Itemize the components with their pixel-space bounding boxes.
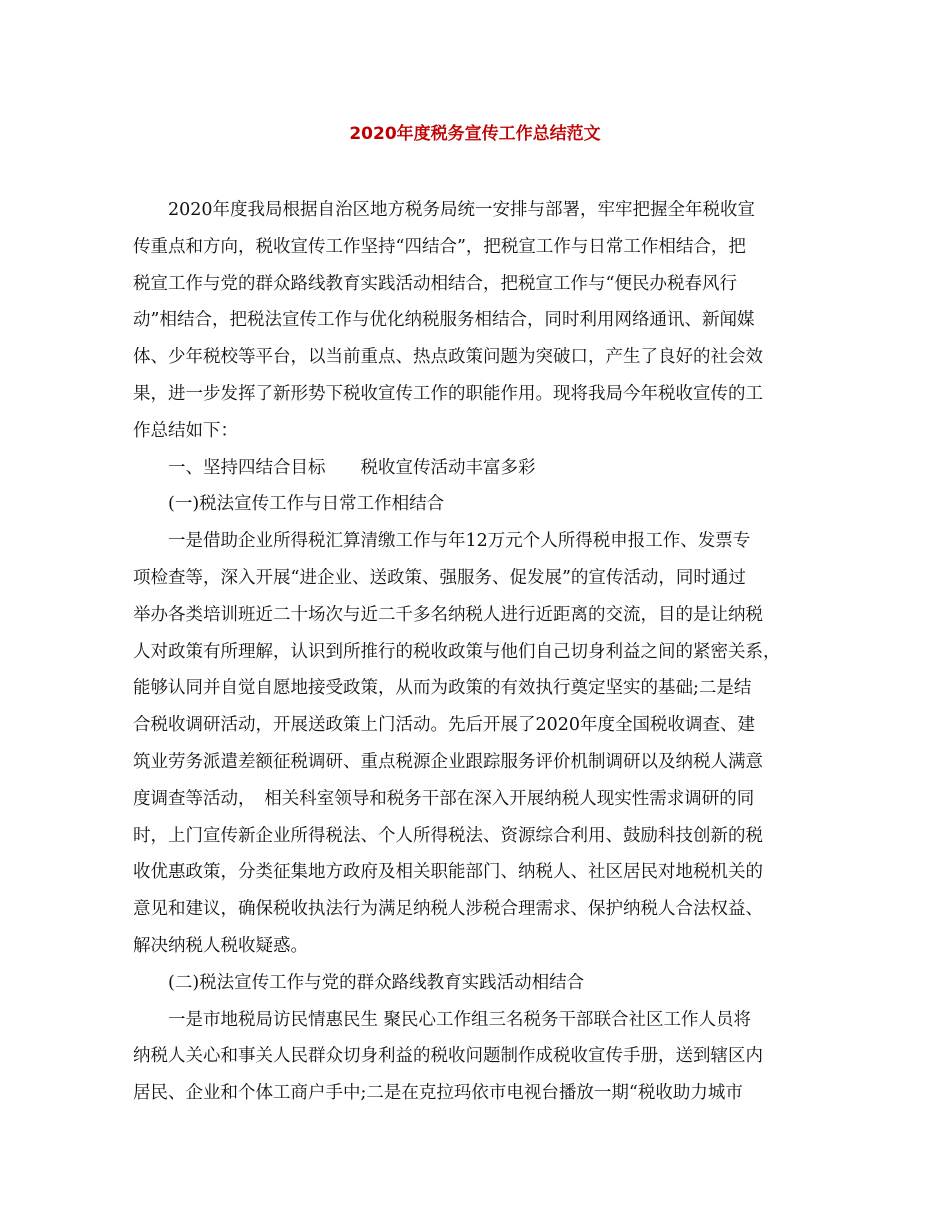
- text-line: 居民、企业和个体工商户手中;二是在克拉玛依市电视台播放一期“税收助力城市: [133, 1083, 743, 1104]
- text-line: 意见和建议，确保税收执法行为满足纳税人涉税合理需求、保护纳税人合法权益、: [133, 899, 763, 920]
- text-line: 能够认同并自觉自愿地接受政策，从而为政策的有效执行奠定坚实的基础;二是结: [133, 678, 752, 699]
- text-line: 合税收调研活动，开展送政策上门活动。先后开展了2020年度全国税收调查、建: [133, 715, 756, 736]
- text-line: 收优惠政策，分类征集地方政府及相关职能部门、纳税人、社区居民对地税机关的: [133, 862, 763, 883]
- text-line: 果，进一步发挥了新形势下税收宣传工作的职能作用。现将我局今年税收宣传的工: [133, 383, 763, 404]
- text-line: 度调查等活动， 相关科室领导和税务干部在深入开展纳税人现实性需求调研的同: [133, 788, 755, 809]
- text-line: 一是借助企业所得税汇算清缴工作与年12万元个人所得税申报工作、发票专: [133, 531, 751, 552]
- text-line: 体、少年税校等平台，以当前重点、热点政策问题为突破口，产生了良好的社会效: [133, 347, 763, 368]
- text-line: 一是市地税局访民情惠民生 聚民心工作组三名税务干部联合社区工作人员将: [133, 1009, 752, 1030]
- text-line: 税宣工作与党的群众路线教育实践活动相结合，把税宣工作与“便民办税春风行: [133, 273, 737, 294]
- text-line: 项检查等，深入开展“进企业、送政策、强服务、促发展”的宣传活动，同时通过: [133, 567, 746, 588]
- text-line: 动”相结合，把税法宣传工作与优化纳税服务相结合，同时利用网络通讯、新闻媒: [133, 310, 755, 331]
- text-line: 筑业劳务派遣差额征税调研、重点税源企业跟踪服务评价机制调研以及纳税人满意: [133, 751, 763, 772]
- text-line: 举办各类培训班近二十场次与近二千多名纳税人进行近距离的交流，目的是让纳税: [133, 604, 763, 625]
- text-line: 2020年度我局根据自治区地方税务局统一安排与部署，牢牢把握全年税收宣: [133, 200, 756, 220]
- text-line: 时，上门宣传新企业所得税法、个人所得税法、资源综合利用、鼓励科技创新的税: [133, 825, 763, 846]
- document-title: 2020年度税务宣传工作总结范文: [349, 124, 601, 144]
- text-line: 纳税人关心和事关人民群众切身利益的税收问题制作成税收宣传手册，送到辖区内: [133, 1046, 763, 1067]
- text-line: 作总结如下：: [133, 420, 238, 441]
- text-line: 人对政策有所理解，认识到所推行的税收政策与他们自己切身利益之间的紧密关系，: [133, 641, 781, 662]
- document-body: [133, 192, 825, 1112]
- text-line: 解决纳税人税收疑惑。: [133, 935, 308, 956]
- section-heading: 一、坚持四结合目标 税收宣传活动丰富多彩: [133, 457, 536, 478]
- text-line: 传重点和方向，税收宣传工作坚持“四结合”，把税宣工作与日常工作相结合，把: [133, 236, 746, 257]
- subsection-heading: (二)税法宣传工作与党的群众路线教育实践活动相结合: [133, 972, 585, 993]
- subsection-heading: (一)税法宣传工作与日常工作相结合: [133, 494, 445, 515]
